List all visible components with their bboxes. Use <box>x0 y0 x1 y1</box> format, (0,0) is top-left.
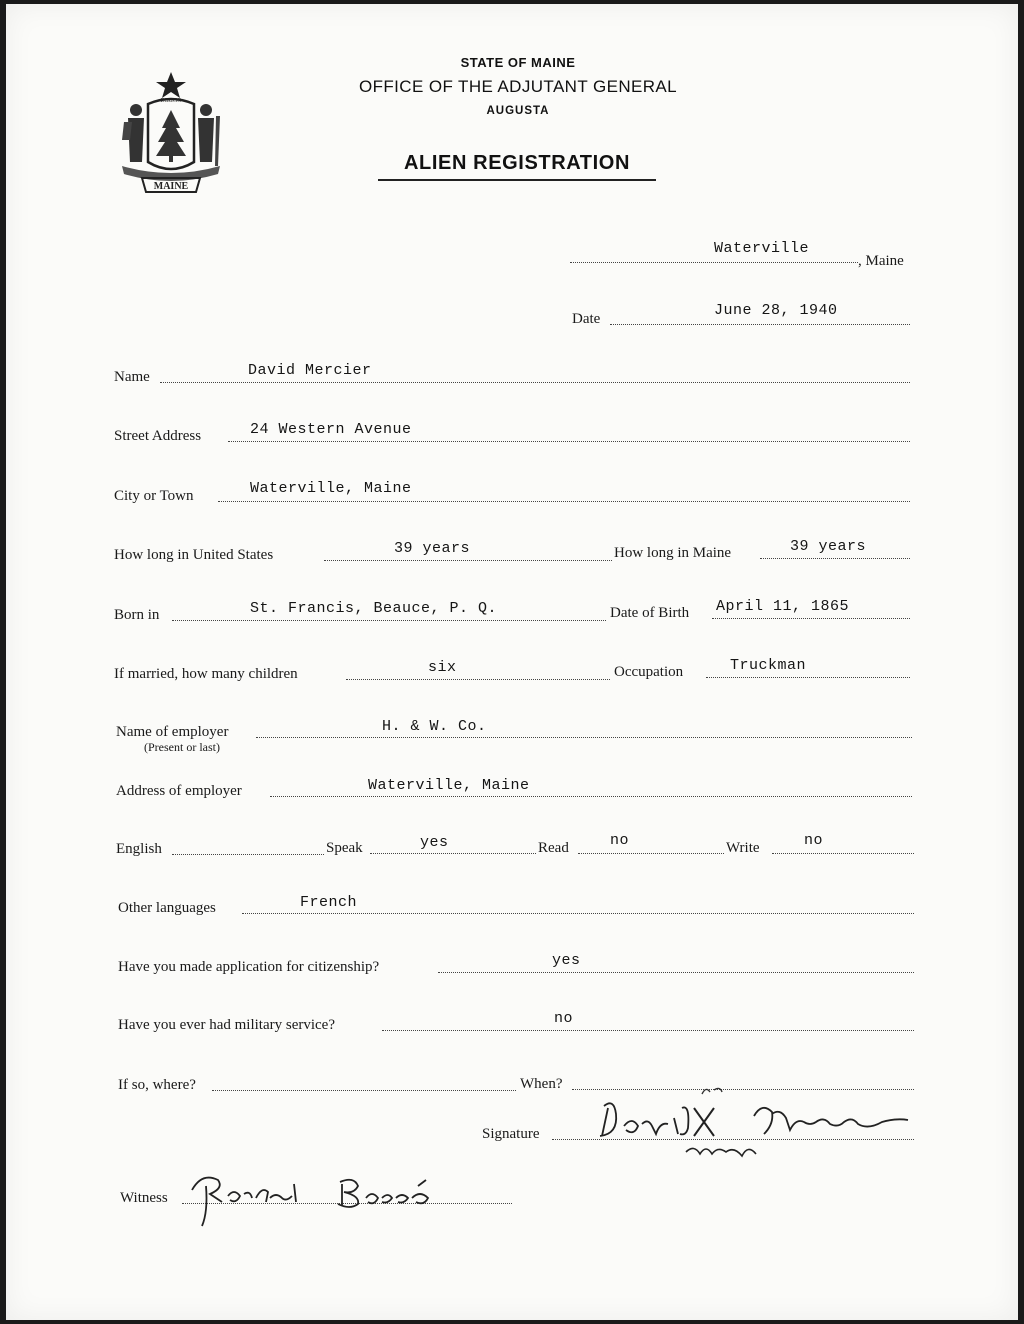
registration-form <box>6 4 1018 1320</box>
maine-value: 39 years <box>790 538 867 555</box>
dob-value: April 11, 1865 <box>716 598 850 615</box>
where-line <box>212 1090 516 1091</box>
city-label: City or Town <box>114 488 194 504</box>
when-label: When? <box>520 1076 563 1092</box>
employer-line <box>256 737 912 738</box>
born-value: St. Francis, Beauce, P. Q. <box>250 600 498 617</box>
other-lang-value: French <box>300 894 358 911</box>
speak-value: yes <box>420 834 449 851</box>
seal-text: MAINE <box>153 181 189 192</box>
date-value: June 28, 1940 <box>714 302 838 319</box>
form-title: ALIEN REGISTRATION <box>378 152 656 181</box>
citizenship-line <box>438 972 914 973</box>
name-label: Name <box>114 369 150 385</box>
military-label: Have you ever had military service? <box>118 1017 335 1033</box>
dob-label: Date of Birth <box>610 605 690 621</box>
children-label: If married, how many children <box>114 666 298 682</box>
state-heading: STATE OF MAINE <box>460 55 576 70</box>
read-line <box>578 853 724 854</box>
city-value: Waterville, Maine <box>250 480 412 497</box>
employer-label: Name of employer <box>116 724 229 740</box>
military-line <box>382 1030 914 1031</box>
street-label: Street Address <box>114 428 202 444</box>
maine-label: How long in Maine <box>614 545 732 561</box>
place-value: Waterville <box>714 240 810 257</box>
maine-state-seal-icon <box>118 70 224 200</box>
signature-label: Signature <box>482 1126 540 1142</box>
signature-handwriting-icon <box>586 1078 916 1168</box>
other-lang-label: Other languages <box>118 900 216 916</box>
name-value: David Mercier <box>248 362 372 379</box>
children-value: six <box>428 659 457 676</box>
occupation-line <box>706 677 910 678</box>
witness-label: Witness <box>120 1190 168 1206</box>
where-label: If so, where? <box>118 1077 196 1093</box>
write-value: no <box>804 832 824 849</box>
english-label: English <box>116 841 162 857</box>
emp-address-label: Address of employer <box>116 783 242 799</box>
name-line <box>160 382 910 383</box>
street-value: 24 Western Avenue <box>250 421 412 438</box>
city-heading: AUGUSTA <box>486 105 550 117</box>
maine-line <box>760 558 910 559</box>
children-line <box>346 679 610 680</box>
us-value: 39 years <box>394 540 471 557</box>
english-line <box>172 854 324 855</box>
write-line <box>772 853 914 854</box>
place-suffix: , Maine <box>858 253 904 269</box>
witness-handwriting-icon <box>182 1162 472 1232</box>
read-label: Read <box>538 840 569 856</box>
citizenship-label: Have you made application for citizenship? <box>118 959 380 975</box>
occupation-value: Truckman <box>730 657 807 674</box>
date-label: Date <box>572 311 601 327</box>
date-line <box>610 324 910 325</box>
employer-sublabel: (Present or last) <box>144 740 220 754</box>
street-line <box>228 441 910 442</box>
other-lang-line <box>242 913 914 914</box>
born-label: Born in <box>114 607 160 623</box>
speak-line <box>370 853 536 854</box>
employer-value: H. & W. Co. <box>382 718 487 735</box>
occupation-label: Occupation <box>614 664 684 680</box>
write-label: Write <box>726 840 760 856</box>
military-value: no <box>554 1010 574 1027</box>
emp-address-value: Waterville, Maine <box>368 777 530 794</box>
dob-line <box>712 618 910 619</box>
read-value: no <box>610 832 630 849</box>
us-line <box>324 560 612 561</box>
city-line <box>218 501 910 502</box>
us-label: How long in United States <box>114 547 274 563</box>
office-heading: OFFICE OF THE ADJUTANT GENERAL <box>358 77 678 96</box>
seal-motto: DIRIGO <box>160 98 182 104</box>
born-line <box>172 620 606 621</box>
citizenship-value: yes <box>552 952 581 969</box>
emp-address-line <box>270 796 912 797</box>
speak-label: Speak <box>326 840 363 856</box>
place-line <box>570 262 858 263</box>
